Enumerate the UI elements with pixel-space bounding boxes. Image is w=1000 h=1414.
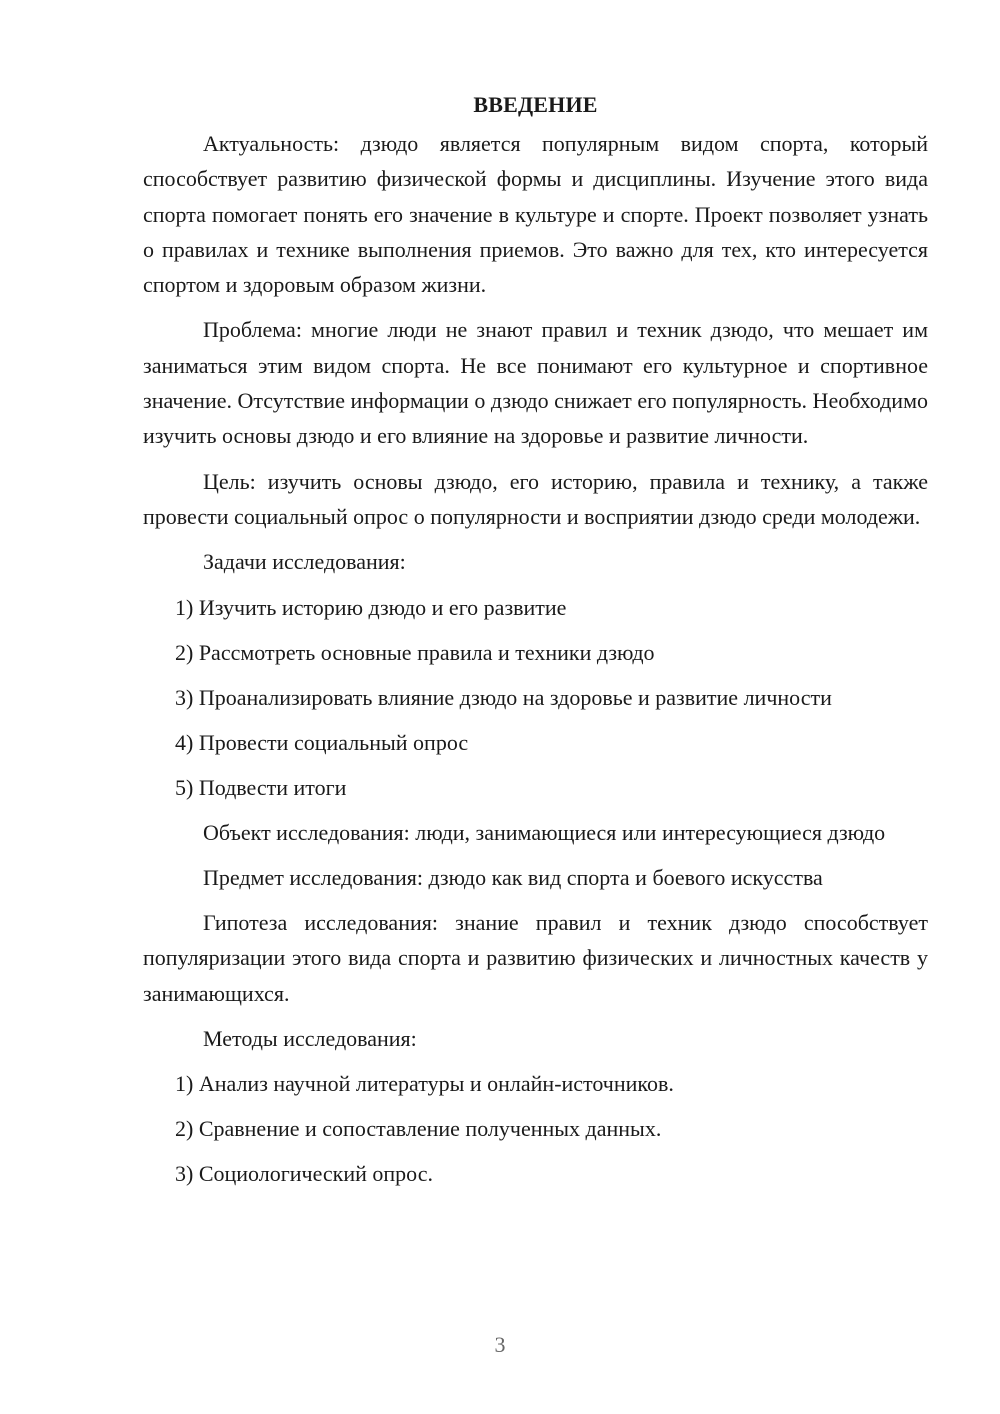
methods-list: [143, 1066, 928, 1191]
list-item: 2) Сравнение и сопоставление полученных данных.: [175, 1116, 662, 1142]
paragraph-subject: Предмет исследования: дзюдо как вид спорта и боевого искусства: [203, 864, 823, 890]
list-item: 1) Анализ научной литературы и онлайн-источников.: [175, 1071, 674, 1097]
document-page: [143, 90, 928, 1201]
list-item: 3) Проанализировать влияние дзюдо на здоровье и развитие личности: [175, 684, 832, 710]
list-item: 4) Провести социальный опрос: [175, 729, 469, 755]
tasks-list: [143, 590, 928, 805]
section-title: ВВЕДЕНИЕ: [473, 92, 598, 117]
list-item: 1) Изучить историю дзюдо и его развитие: [175, 594, 567, 620]
paragraph-goal: Цель: изучить основы дзюдо, его историю, правила и технику, а также провести социальный опрос о популярности и восприятии дзюдо среди молодежи.: [143, 468, 928, 529]
paragraph-hypothesis: Гипотеза исследования: знание правил и техник дзюдо способствует популяризации этого вида спорта и развитию физических и личностных качеств у занимающихся.: [143, 910, 928, 1006]
methods-heading: Методы исследования:: [203, 1026, 417, 1052]
paragraph-object: Объект исследования: люди, занимающиеся или интересующиеся дзюдо: [203, 819, 886, 845]
paragraph-relevance: Актуальность: дзюдо является популярным видом спорта, который способствует развитию физической формы и дисциплины. Изучение этого вида спорта помогает понять его значение в культуре и спорте. Проект позволяет узнать о правилах и технике выполнения приемов. Это важно для тех, кто интересуется спортом и здоровым образом жизни.: [143, 131, 928, 298]
list-item: 5) Подвести итоги: [175, 774, 347, 800]
tasks-heading: Задачи исследования:: [203, 549, 406, 575]
list-item: 2) Рассмотреть основные правила и техники дзюдо: [175, 639, 655, 665]
paragraph-problem: Проблема: многие люди не знают правил и техник дзюдо, что мешает им заниматься этим видом спорта. Не все понимают его культурное и спортивное значение. Отсутствие информации о дзюдо снижает его популярность. Необходимо изучить основы дзюдо и его влияние на здоровье и развитие личности.: [143, 317, 928, 449]
page-number: 3: [494, 1332, 506, 1357]
list-item: 3) Социологический опрос.: [175, 1161, 433, 1187]
